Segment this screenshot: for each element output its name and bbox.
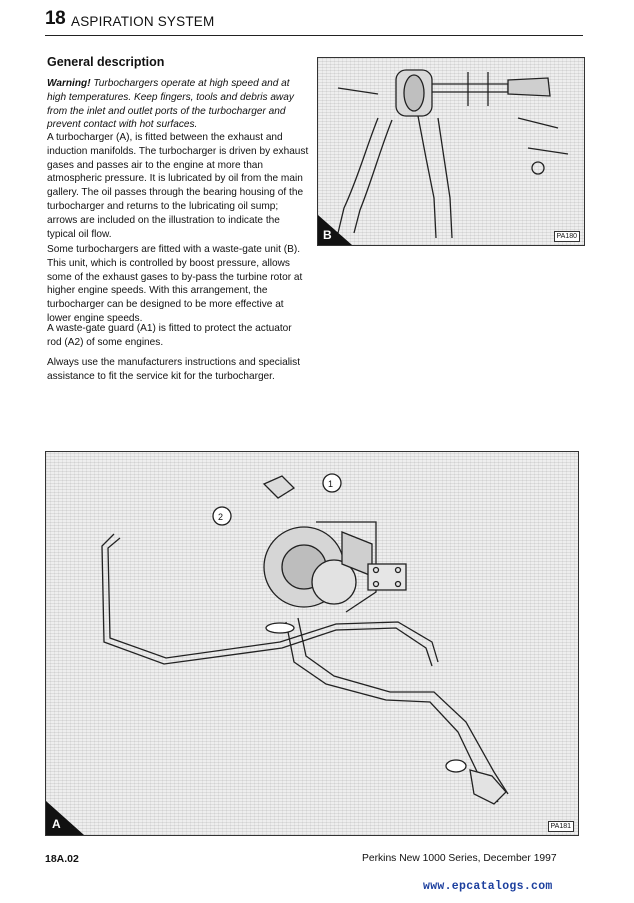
callout-label-1: 1 — [328, 479, 334, 489]
paragraph-turbocharger: A turbocharger (A), is fitted between the exhaust and induction manifolds. The turbocharger is driven by exhaust gases and passes air to the engine at more than atmospheric pressure. It is lubricated by oil from the main gallery. The oil passes through the bearing housing of the turbocharger and returns to the lubricating oil sump; arrows are included on the illustration to indicate the typical oil flow. — [47, 132, 309, 240]
header-divider — [45, 35, 583, 36]
warning-paragraph — [47, 77, 309, 132]
figure-letter: A — [52, 817, 61, 831]
figure-code: PA181 — [548, 821, 575, 832]
chapter-title: ASPIRATION SYSTEM — [71, 14, 215, 29]
turbocharger-drawing — [46, 452, 578, 835]
warning-label: Warning! — [47, 78, 91, 89]
section-title: General description — [47, 55, 165, 69]
paragraph-waste-gate: Some turbochargers are fitted with a waste-gate unit (B). This unit, which is controlled by boost pressure, allows some of the exhaust gases to by-pass the turbine rotor at higher engine speeds. With this arrangement, the turbocharger can be designed to be more effective at lower engine speeds. — [47, 244, 303, 324]
callout-label-2: 2 — [218, 512, 224, 522]
waste-gate-drawing — [318, 58, 584, 245]
chapter-number: 18 — [45, 8, 66, 29]
figure-waste-gate — [317, 57, 585, 246]
page-number: 18A.02 — [45, 853, 79, 865]
figure-code: PA180 — [554, 231, 581, 242]
figure-letter: B — [323, 228, 332, 242]
paragraph-service-kit: Always use the manufacturers instructions and specialist assistance to fit the service kit for the turbocharger. — [47, 357, 301, 382]
publication-line: Perkins New 1000 Series, December 1997 — [362, 853, 557, 864]
warning-text: Turbochargers operate at high speed and at high temperatures. Keep fingers, tools and debris away from the inlet and outlet ports of the turbocharger and prevent contact with hot surfaces. — [47, 78, 294, 131]
paragraph-waste-gate-guard: A waste-gate guard (A1) is fitted to protect the actuator rod (A2) of some engines. — [47, 323, 292, 348]
watermark-link[interactable]: www.epcatalogs.com — [423, 880, 553, 893]
figure-turbocharger — [45, 451, 579, 836]
